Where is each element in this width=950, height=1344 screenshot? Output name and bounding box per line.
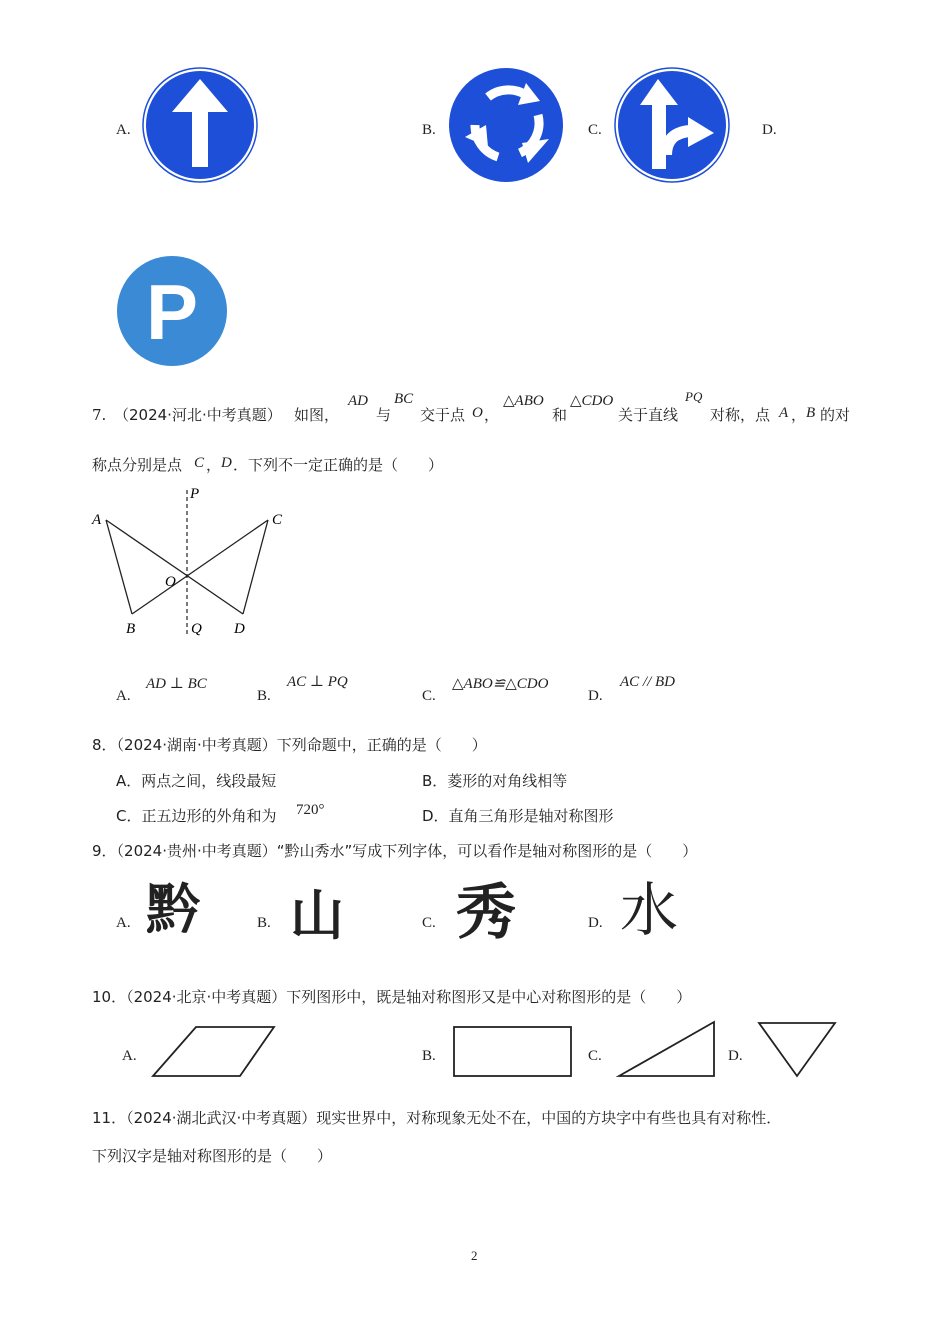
fig-label-b: B (126, 621, 136, 637)
straight-or-right-sign-icon (614, 67, 730, 183)
q7-b: B (806, 405, 816, 421)
option-b-label: B. (422, 122, 436, 138)
q7-a: A (779, 405, 789, 421)
q10-option-b-label: B. (422, 1048, 436, 1064)
q11-line2: 下列汉字是轴对称图形的是（ ） (92, 1147, 333, 1165)
q10-option-c-label: C. (588, 1048, 602, 1064)
q7-tri-cdo: △CDO (570, 393, 614, 409)
q10-option-a-label: A. (122, 1048, 137, 1064)
q7-number: 7. (92, 406, 107, 424)
page-number: 2 (471, 1248, 478, 1263)
q10-option-d-label: D. (728, 1048, 743, 1064)
q9-stem: 9．（2024·贵州·中考真题）“黔山秀水”写成下列字体，可以看作是轴对称图形的是（ ） (92, 842, 698, 860)
q9-char-xiu: 秀 (456, 878, 516, 948)
right-triangle-shape (616, 1018, 718, 1080)
q7-comma-2: ， (791, 406, 807, 424)
fig-label-d: D (234, 621, 245, 637)
fig-label-a: A (92, 512, 102, 528)
q7-text-4: 对称，点 (710, 406, 771, 424)
q7-choice-b-expr: AC ⊥ PQ (287, 674, 348, 690)
q7-source: （2024·河北·中考真题） (114, 406, 282, 424)
q7-text-5: 的对 (820, 406, 851, 424)
q9-option-d-label: D. (588, 915, 603, 931)
q8-option-b: B．菱形的对角线相等 (422, 772, 568, 790)
q7-text-2: 交于点 (420, 406, 466, 424)
q7-choice-a-expr: AD ⊥ BC (146, 676, 207, 692)
q7-line2-b: ．下列不一定正确的是（ ） (233, 456, 444, 474)
option-a-label: A. (116, 122, 131, 138)
q7-and: 和 (552, 406, 568, 424)
q10-stem: 10．（2024·北京·中考真题）下列图形中，既是轴对称图形又是中心对称图形的是（ ） (92, 988, 692, 1006)
q9-char-shui: 水 (620, 876, 679, 944)
fig-label-q: Q (191, 621, 202, 637)
q8-option-c-value: 720° (296, 802, 325, 818)
q9-option-a-label: A. (116, 915, 131, 931)
q7-ad: AD (348, 393, 368, 409)
option-d-label: D. (762, 122, 777, 138)
q9-char-qian: 黔 (146, 878, 200, 941)
q7-choice-d-expr: AC // BD (620, 674, 675, 690)
fig-label-c: C (272, 512, 283, 528)
q7-c: C (194, 455, 205, 471)
q8-stem: 8．（2024·湖南·中考真题）下列命题中，正确的是（ ） (92, 736, 487, 754)
q11-line1: 11．（2024·湖北武汉·中考真题）现实世界中，对称现象无处不在，中国的方块字中有些也具有对称性． (92, 1109, 782, 1127)
q8-option-a: A．两点之间，线段最短 (116, 772, 277, 790)
roundabout-sign-icon (448, 67, 564, 183)
straight-ahead-sign-icon (142, 67, 258, 183)
fig-label-p: P (190, 486, 200, 502)
q7-figure (88, 484, 298, 644)
q7-bc: BC (394, 391, 414, 407)
inverted-triangle-shape (756, 1020, 838, 1080)
q7-comma-3: ， (206, 456, 222, 474)
q9-option-b-label: B. (257, 915, 271, 931)
q7-pq: PQ (685, 389, 703, 404)
parallelogram-shape (150, 1024, 278, 1080)
fig-label-o: O (165, 574, 176, 590)
parking-sign-icon (116, 255, 228, 367)
q7-comma: ， (484, 406, 500, 424)
q7-choice-c-label: C. (422, 688, 436, 704)
q9-option-c-label: C. (422, 915, 436, 931)
rectangle-shape (452, 1024, 574, 1080)
q7-with: 与 (376, 406, 392, 424)
q7-choice-b-label: B. (257, 688, 271, 704)
q7-choice-a-label: A. (116, 688, 131, 704)
option-c-label: C. (588, 122, 602, 138)
q8-option-d: D．直角三角形是轴对称图形 (422, 807, 614, 825)
q7-choice-d-label: D. (588, 688, 603, 704)
q7-text-3: 关于直线 (618, 406, 679, 424)
parking-letter: P (145, 268, 199, 356)
q7-o: O (472, 405, 483, 421)
q7-text-1: 如图， (294, 406, 340, 424)
q9-char-shan: 山 (290, 884, 344, 947)
q8-option-c: C．正五边形的外角和为 (116, 807, 277, 825)
q7-choice-c-expr: △ABO≌△CDO (452, 676, 549, 692)
q7-line2-a: 称点分别是点 (92, 456, 183, 474)
q7-d: D (221, 455, 232, 471)
q7-tri-abo: △ABO (503, 393, 544, 409)
